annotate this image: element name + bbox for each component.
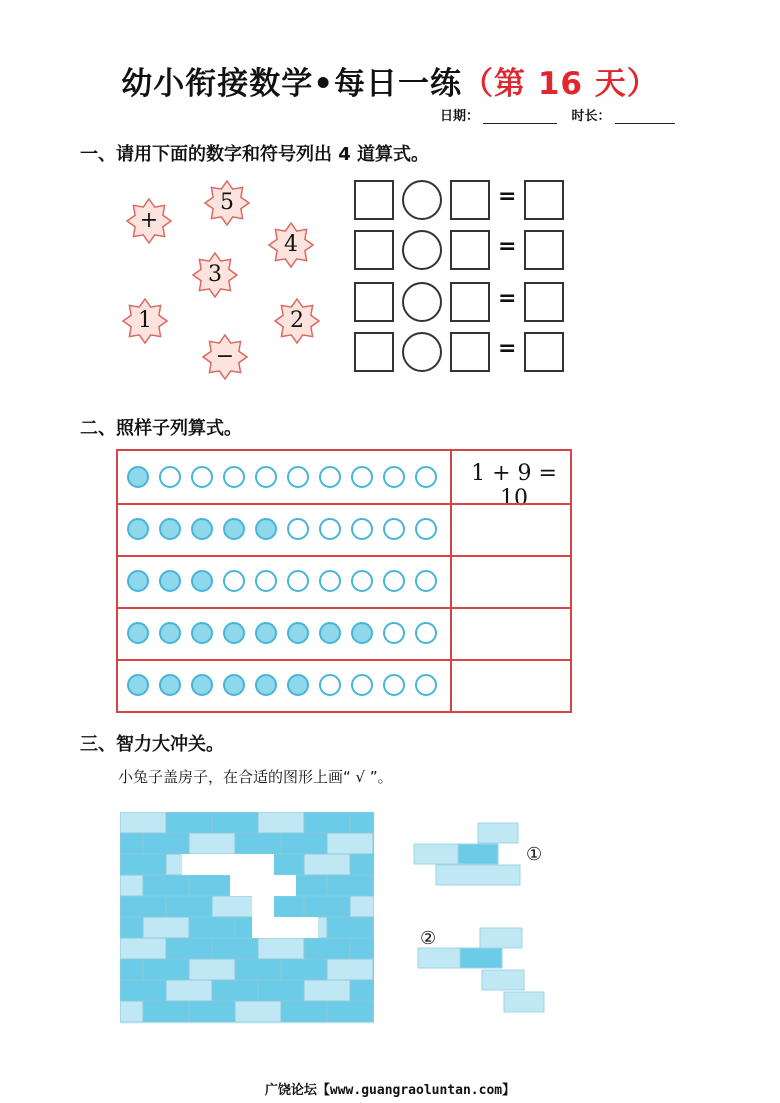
equation-row-2: [354, 230, 566, 270]
equals-sign: =: [498, 286, 517, 311]
date-label: 日期：: [440, 109, 480, 124]
equals-sign: =: [498, 184, 517, 209]
wall-brick: [120, 980, 166, 1001]
star-card-1: [204, 180, 250, 226]
wall-brick: [258, 812, 304, 833]
filled-dot: [255, 674, 277, 696]
operator-circle[interactable]: [402, 230, 442, 270]
wall-brick: [373, 875, 374, 896]
wall-brick: [304, 938, 350, 959]
duration-label: 时长：: [571, 109, 611, 124]
wall-brick: [189, 875, 235, 896]
number-box[interactable]: [354, 282, 394, 322]
wall-brick: [189, 833, 235, 854]
wall-brick: [120, 875, 143, 896]
result-box[interactable]: [524, 230, 564, 270]
result-box[interactable]: [524, 180, 564, 220]
footer-site: 广饶论坛【: [264, 1083, 330, 1098]
empty-dot: [383, 622, 405, 644]
option2-label: ②: [420, 928, 437, 949]
number-box[interactable]: [450, 332, 490, 372]
filled-dot: [127, 622, 149, 644]
wall-brick: [143, 917, 189, 938]
star-symbol: 1: [138, 308, 152, 333]
wall-brick: [143, 875, 189, 896]
wall-brick: [143, 833, 189, 854]
filled-dot: [223, 674, 245, 696]
empty-dot: [159, 466, 181, 488]
filled-dot: [159, 518, 181, 540]
wall-brick: [120, 896, 166, 917]
empty-dot: [415, 518, 437, 540]
star-card-0: [126, 198, 172, 244]
empty-dot: [351, 518, 373, 540]
wall-brick: [120, 833, 143, 854]
table-row: [118, 607, 570, 661]
operator-circle[interactable]: [402, 332, 442, 372]
wall-brick: [373, 959, 374, 980]
wall-brick: [281, 833, 327, 854]
filled-dot: [223, 518, 245, 540]
star-card-4: [122, 298, 168, 344]
wall-brick: [281, 959, 327, 980]
result-box[interactable]: [524, 332, 564, 372]
operator-circle[interactable]: [402, 180, 442, 220]
empty-dot: [415, 466, 437, 488]
wall-brick: [235, 833, 281, 854]
wall-brick: [304, 980, 350, 1001]
equals-sign: =: [498, 336, 517, 361]
footer-url[interactable]: www.guangraoluntan.com: [329, 1083, 503, 1098]
star-symbol: 2: [290, 308, 304, 333]
wall-brick: [166, 812, 212, 833]
empty-dot: [223, 466, 245, 488]
filled-dot: [159, 622, 181, 644]
table-row: [118, 659, 570, 713]
date-duration-line: [440, 105, 685, 124]
number-box[interactable]: [450, 282, 490, 322]
section3-instruction: 小兔子盖房子，在合适的图形上画“ √ ”。: [118, 768, 393, 786]
filled-dot: [255, 518, 277, 540]
wall-brick: [120, 938, 166, 959]
empty-dot: [287, 570, 309, 592]
wall-brick: [258, 938, 304, 959]
star-symbol: +: [139, 208, 159, 233]
wall-brick: [304, 812, 350, 833]
wall-brick: [189, 959, 235, 980]
wall-brick: [166, 896, 212, 917]
filled-dot: [127, 674, 149, 696]
footer-end: 】: [502, 1083, 516, 1098]
wall-brick: [327, 959, 373, 980]
star-symbol: 5: [220, 190, 234, 215]
empty-dot: [383, 518, 405, 540]
empty-dot: [319, 518, 341, 540]
filled-dot: [191, 570, 213, 592]
filled-dot: [159, 674, 181, 696]
table-row: [118, 503, 570, 557]
wall-brick: [373, 917, 374, 938]
star-card-2: [268, 222, 314, 268]
empty-dot: [351, 466, 373, 488]
wall-brick: [166, 980, 212, 1001]
filled-dot: [191, 518, 213, 540]
wall-brick: [350, 980, 374, 1001]
operator-circle[interactable]: [402, 282, 442, 322]
dot-table: [116, 449, 572, 713]
wall-brick: [327, 917, 373, 938]
filled-dot: [351, 622, 373, 644]
wall-brick: [120, 854, 166, 875]
empty-dot: [383, 674, 405, 696]
empty-dot: [255, 466, 277, 488]
filled-dot: [319, 622, 341, 644]
number-box[interactable]: [450, 180, 490, 220]
wall-brick: [350, 854, 374, 875]
wall-brick: [120, 917, 143, 938]
wall-brick: [189, 917, 235, 938]
empty-dot: [319, 466, 341, 488]
filled-dot: [127, 466, 149, 488]
wall-brick: [327, 833, 373, 854]
wall-brick: [258, 980, 304, 1001]
empty-dot: [383, 466, 405, 488]
star-symbol: 4: [284, 232, 298, 257]
equals-sign: =: [498, 234, 517, 259]
equation-row-3: [354, 282, 566, 322]
empty-dot: [223, 570, 245, 592]
wall-brick: [120, 1001, 143, 1022]
wall-brick: [281, 1001, 327, 1022]
number-box[interactable]: [354, 332, 394, 372]
option1-label: ①: [526, 844, 543, 865]
star-symbol: −: [215, 344, 235, 369]
empty-dot: [319, 570, 341, 592]
wall-brick: [212, 812, 258, 833]
empty-dot: [191, 466, 213, 488]
wall-brick: [212, 938, 258, 959]
empty-dot: [351, 570, 373, 592]
table-row: [118, 451, 570, 511]
filled-dot: [127, 518, 149, 540]
empty-dot: [287, 466, 309, 488]
filled-dot: [223, 622, 245, 644]
wall-brick: [166, 938, 212, 959]
equation-row-1: [354, 180, 566, 220]
wall-brick: [327, 1001, 373, 1022]
wall-brick: [120, 812, 166, 833]
wall-brick: [373, 1001, 374, 1022]
duration-blank[interactable]: [615, 111, 675, 124]
footer: [0, 1079, 780, 1098]
equation-row-4: [354, 332, 566, 372]
star-card-3: [192, 252, 238, 298]
empty-dot: [383, 570, 405, 592]
empty-dot: [287, 518, 309, 540]
wall-brick: [212, 896, 258, 917]
filled-dot: [287, 674, 309, 696]
filled-dot: [191, 622, 213, 644]
option1-shape[interactable]: [412, 822, 524, 886]
wall-brick: [212, 980, 258, 1001]
wall-brick: [327, 875, 373, 896]
wall-brick: [373, 833, 374, 854]
section2-title: 二、照样子列算式。: [80, 418, 242, 439]
wall-brick: [235, 959, 281, 980]
wall-brick: [143, 1001, 189, 1022]
star-card-5: [274, 298, 320, 344]
wall-brick: [304, 896, 350, 917]
wall-brick: [143, 959, 189, 980]
empty-dot: [415, 570, 437, 592]
section3-title: 三、智力大冲关。: [80, 734, 224, 755]
filled-dot: [255, 622, 277, 644]
empty-dot: [415, 622, 437, 644]
filled-dot: [287, 622, 309, 644]
section1-title: 一、请用下面的数字和符号列出 4 道算式。: [80, 144, 430, 165]
wall-brick: [350, 812, 374, 833]
wall-brick: [189, 1001, 235, 1022]
number-box[interactable]: [450, 230, 490, 270]
wall-brick: [350, 896, 374, 917]
result-box[interactable]: [524, 282, 564, 322]
star-symbol: 3: [208, 262, 222, 287]
empty-dot: [415, 674, 437, 696]
page-title: [0, 58, 780, 103]
table-row: [118, 555, 570, 609]
number-box[interactable]: [354, 180, 394, 220]
title-day: （第 16 天）: [462, 66, 659, 102]
empty-dot: [319, 674, 341, 696]
answer-cell: 1 + 9 = 10: [471, 461, 557, 511]
number-box[interactable]: [354, 230, 394, 270]
filled-dot: [127, 570, 149, 592]
wall-brick: [120, 959, 143, 980]
wall-brick: [350, 938, 374, 959]
empty-dot: [255, 570, 277, 592]
empty-dot: [351, 674, 373, 696]
wall-brick: [304, 854, 350, 875]
star-card-6: [202, 334, 248, 380]
brick-wall: [120, 812, 374, 1024]
date-blank[interactable]: [483, 111, 557, 124]
filled-dot: [191, 674, 213, 696]
wall-brick: [235, 1001, 281, 1022]
filled-dot: [159, 570, 181, 592]
title-main: 幼小衔接数学•每日一练: [121, 66, 463, 102]
